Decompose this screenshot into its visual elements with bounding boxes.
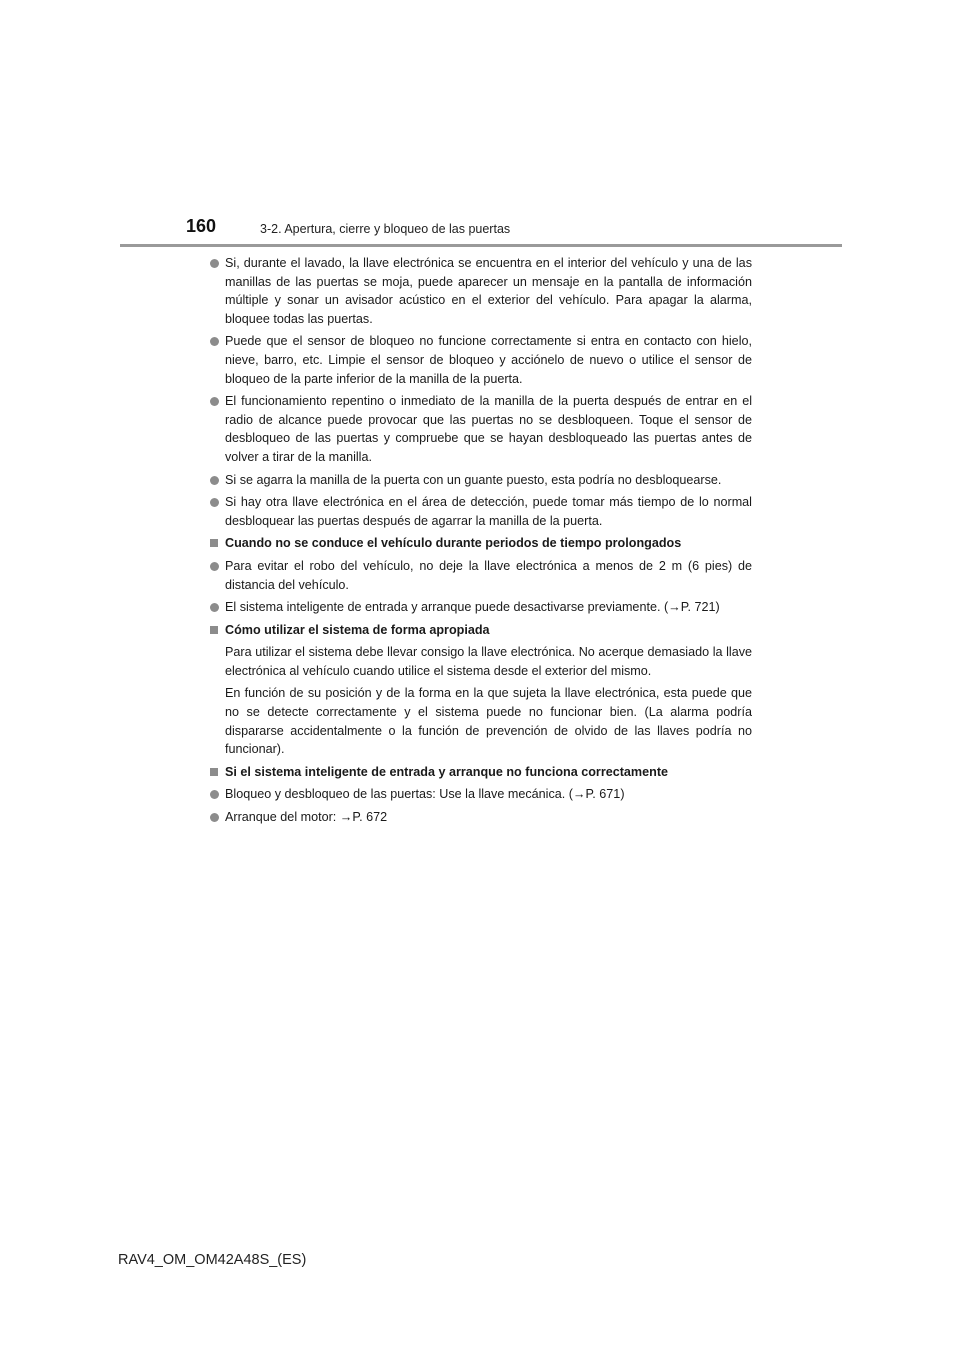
- bullet-text: Si, durante el lavado, la llave electrónica se encuentra en el interior del vehículo y una de las manillas de las puertas se moja, puede aparecer un mensaje en la pantalla de información múltiple y sonar un avisador acústico en el exterior del vehículo. Para apagar la alarma, bloquee todas las puertas.: [225, 256, 752, 326]
- bullet-item: [210, 785, 752, 804]
- paragraph: Para utilizar el sistema debe llevar consigo la llave electrónica. No acerque demasiado la llave electrónica al vehículo cuando utilice el sistema desde el exterior del mismo.: [225, 645, 752, 678]
- bullet-item: [210, 493, 752, 530]
- bullet-text: Para evitar el robo del vehículo, no deje la llave electrónica a menos de 2 m (6 pies) de distancia del vehículo.: [225, 558, 752, 592]
- bullet-item: [210, 598, 752, 617]
- bullet-item: [210, 332, 752, 388]
- bullet-text: Puede que el sensor de bloqueo no funcione correctamente si entra en contacto con hielo, nieve, barro, etc. Limpie el sensor de bloqueo y acciónelo de nuevo o utilice el sensor de bloqueo de la parte inferior de la manilla de la puerta.: [225, 334, 752, 386]
- bullet-text: Arranque del motor: →P. 672: [225, 810, 388, 825]
- bullet-item: [210, 557, 752, 594]
- bullet-item: [210, 254, 752, 328]
- heading-text: Cuando no se conduce el vehículo durante periodos de tiempo prolongados: [225, 536, 682, 551]
- document-code-footer: RAV4_OM_OM42A48S_(ES): [118, 1252, 307, 1268]
- header-divider: [120, 244, 842, 247]
- heading-text: Si el sistema inteligente de entrada y arranque no funciona correctamente: [225, 764, 669, 779]
- subsection-heading: [210, 621, 752, 640]
- paragraph: En función de su posición y de la forma en la que sujeta la llave electrónica, esta puede que no se detecte correctamente y el sistema puede no funcionar bien. (La alarma podría dispararse accidentalmente o la función de prevención de olvido de las llaves podría no funcionar).: [225, 686, 752, 757]
- bullet-text: El funcionamiento repentino o inmediato de la manilla de la puerta después de entrar en el radio de alcance puede provocar que las puertas no se desbloqueen. Toque el sensor de desbloqueo de las puertas y compruebe que se hayan desbloqueado las puertas antes de volver a tirar de la manilla.: [225, 394, 752, 464]
- bullet-text: Bloqueo y desbloqueo de las puertas: Use la llave mecánica. (→P. 671): [225, 787, 625, 802]
- page-content: [210, 254, 752, 831]
- bullet-text: Si se agarra la manilla de la puerta con un guante puesto, esta podría no desbloquearse.: [225, 472, 722, 487]
- bullet-text: Si hay otra llave electrónica en el área de detección, puede tomar más tiempo de lo normal desbloquear las puertas después de agarrar la manilla de la puerta.: [225, 495, 752, 528]
- bullet-dot-icon: [210, 813, 219, 822]
- bullet-item: [210, 392, 752, 466]
- heading-text: Cómo utilizar el sistema de forma apropiada: [225, 622, 490, 637]
- bullet-text: El sistema inteligente de entrada y arranque puede desactivarse previamente. (→P. 721): [225, 600, 720, 615]
- bullet-item: [210, 808, 752, 827]
- bullet-dot-icon: [210, 562, 219, 571]
- bullet-dot-icon: [210, 476, 219, 485]
- bullet-dot-icon: [210, 397, 219, 406]
- page-number: 160: [186, 216, 217, 236]
- bullet-item: [210, 471, 752, 490]
- square-marker-icon: [210, 768, 218, 776]
- bullet-dot-icon: [210, 337, 219, 346]
- square-marker-icon: [210, 539, 218, 547]
- subsection-heading: [210, 763, 752, 782]
- subsection-heading: [210, 534, 752, 553]
- square-marker-icon: [210, 626, 218, 634]
- section-title: 3-2. Apertura, cierre y bloqueo de las puertas: [260, 222, 511, 236]
- bullet-dot-icon: [210, 259, 219, 268]
- bullet-dot-icon: [210, 790, 219, 799]
- bullet-dot-icon: [210, 603, 219, 612]
- bullet-dot-icon: [210, 498, 219, 507]
